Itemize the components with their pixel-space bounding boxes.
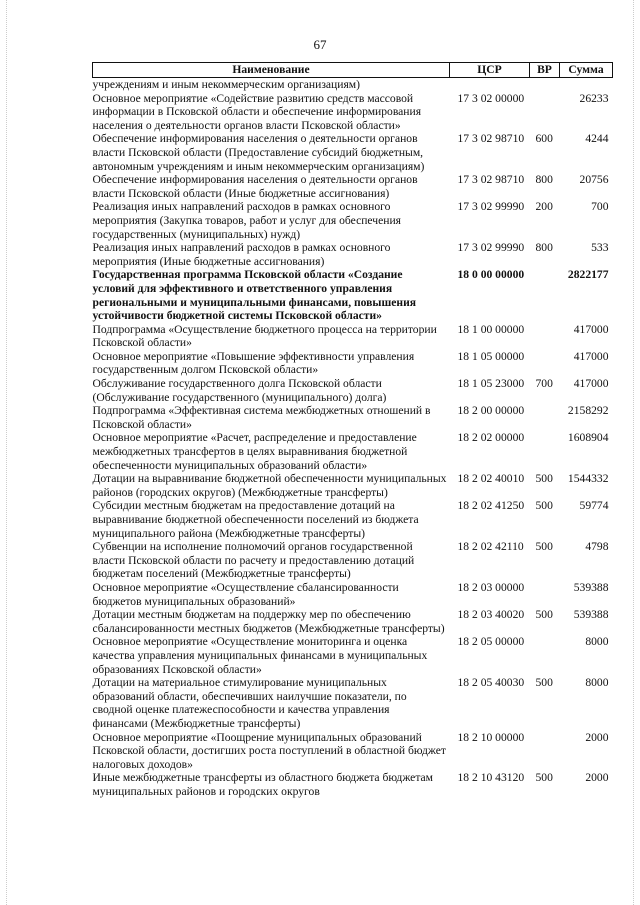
table-row [93, 323, 613, 350]
table-row [93, 241, 613, 268]
table-row [93, 731, 613, 772]
table-row [93, 132, 613, 173]
cell-vr: 500 [535, 472, 553, 486]
table-row [93, 771, 613, 798]
cell-csr: 17 3 02 00000 [457, 91, 525, 105]
cell-csr: 17 3 02 99990 [457, 241, 525, 255]
cell-vr [530, 268, 560, 322]
cell-csr: 18 2 03 40020 [457, 608, 525, 622]
table-body [93, 78, 613, 799]
table-row [93, 173, 613, 200]
cell-vr: 500 [535, 540, 553, 554]
cell-name: Реализация иных направлений расходов в рамках основного мероприятия (Иные бюджетные ассигнования) [92, 241, 391, 268]
cell-vr [530, 78, 560, 92]
cell-name: Дотации на выравнивание бюджетной обеспеченности муниципальных районов (городских округов) (Межбюджетные трансферты) [92, 472, 447, 499]
cell-name: Субсидии местным бюджетам на предоставление дотаций на выравнивание бюджетной обеспеченности поселений из бюджета муниципального района (Межбюджетные трансферты) [92, 499, 419, 540]
cell-csr: 18 1 05 23000 [457, 377, 525, 391]
cell-csr: 17 3 02 98710 [457, 173, 525, 187]
cell-vr: 800 [535, 241, 553, 255]
cell-csr: 17 3 02 99990 [457, 200, 525, 214]
cell-vr [530, 731, 560, 772]
cell-csr: 18 2 02 40010 [457, 472, 525, 486]
cell-csr: 18 0 00 00000 [457, 268, 525, 282]
cell-vr: 500 [535, 608, 553, 622]
cell-csr: 18 2 10 43120 [457, 771, 525, 785]
cell-name: Дотации на материальное стимулирование муниципальных образований области, обеспечивших наилучшие показатели, по сводной оценке платежеспособности и качества управления финансами (Межбюджетные трансферты) [92, 676, 407, 730]
cell-name: Обеспечение информирования населения о деятельности органов власти Псковской области (Предоставление субсидий бюджетным, автономным учреждениям и иным некоммерческим организациям) [92, 132, 425, 173]
table-row [93, 200, 613, 241]
cell-vr: 500 [535, 771, 553, 785]
cell-csr: 18 2 10 00000 [457, 730, 525, 744]
cell-sum: 2822177 [567, 268, 609, 282]
cell-vr: 200 [535, 200, 553, 214]
cell-vr [530, 581, 560, 608]
cell-name: Обеспечение информирования населения о деятельности органов власти Псковской области (Иные бюджетные ассигнования) [92, 173, 418, 200]
cell-sum: 4798 [585, 540, 609, 554]
cell-name: Основное мероприятие «Повышение эффективности управления государственным долгом Псковской области» [92, 349, 415, 377]
table-row [93, 350, 613, 377]
cell-sum: 4244 [585, 132, 609, 146]
table-row [93, 581, 613, 608]
page-number: 67 [313, 37, 327, 52]
table-row [93, 608, 613, 635]
cell-sum: 1544332 [567, 472, 609, 486]
cell-vr: 600 [535, 132, 553, 146]
cell-name: Дотации местным бюджетам на поддержку мер по обеспечению сбалансированности местных бюджетов (Межбюджетные трансферты) [92, 608, 445, 635]
right-margin-line [633, 0, 634, 905]
table-header-row [93, 63, 613, 78]
table-row [93, 431, 613, 472]
cell-name: Иные межбюджетные трансферты из областного бюджета бюджетам муниципальных районов и городских округов [92, 771, 434, 798]
cell-csr: 18 2 00 00000 [457, 404, 525, 418]
cell-vr [530, 635, 560, 676]
cell-sum: 26233 [579, 91, 609, 105]
cell-name: Субвенции на исполнение полномочий органов государственной власти Псковской области по расчету и предоставлению дотаций бюджетам поселений (Межбюджетные трансферты) [92, 540, 415, 581]
budget-table [92, 62, 613, 798]
cell-sum [560, 78, 613, 92]
table-row [93, 499, 613, 540]
cell-sum: 2000 [585, 771, 609, 785]
cell-name: Основное мероприятие «Поощрение муниципальных образований Псковской области, достигших роста поступлений в областной бюджет налоговых доходов» [92, 730, 446, 771]
cell-name: учреждениям и иным некоммерческим организациям) [92, 78, 360, 91]
cell-vr [530, 350, 560, 377]
cell-name: Подпрограмма «Эффективная система межбюджетных отношений в Псковской области» [92, 404, 431, 431]
left-margin-line [6, 0, 7, 905]
cell-sum: 20756 [579, 173, 609, 187]
column-header-csr: ЦСР [450, 63, 530, 78]
column-header-vr: ВР [530, 63, 560, 78]
table-row [93, 92, 613, 133]
table-row [93, 676, 613, 730]
cell-name: Обслуживание государственного долга Псковской области (Обслуживание государственного (муниципального) долга) [92, 377, 387, 404]
cell-sum: 417000 [573, 322, 609, 336]
table-row [93, 472, 613, 499]
cell-sum: 700 [591, 200, 609, 214]
table-row [93, 268, 613, 322]
cell-csr: 17 3 02 98710 [457, 132, 525, 146]
cell-sum: 417000 [573, 349, 609, 363]
cell-sum: 8000 [585, 635, 609, 649]
table-row [93, 78, 613, 92]
cell-sum: 539388 [573, 580, 609, 594]
cell-vr: 500 [535, 676, 553, 690]
cell-csr [450, 78, 530, 92]
cell-vr: 800 [535, 173, 553, 187]
cell-name: Основное мероприятие «Расчет, распределение и предоставление межбюджетных трансфертов в целях выравнивания бюджетной обеспеченности муниципальных образований области» [92, 431, 417, 472]
cell-csr: 18 2 02 00000 [457, 431, 525, 445]
cell-sum: 2000 [585, 730, 609, 744]
cell-sum: 2158292 [567, 404, 609, 418]
cell-name: Основное мероприятие «Осуществление мониторинга и оценка качества управления муниципальных финансами в муниципальных образованиях Псковской области» [92, 635, 428, 676]
cell-name: Основное мероприятие «Осуществление сбалансированности бюджетов муниципальных образований» [92, 580, 399, 608]
cell-vr [530, 92, 560, 133]
table-row [93, 540, 613, 581]
cell-csr: 18 2 03 00000 [457, 580, 525, 594]
table-row [93, 404, 613, 431]
cell-sum: 59774 [579, 499, 609, 513]
cell-vr: 700 [535, 377, 553, 391]
cell-name: Государственная программа Псковской области «Создание условий для эффективного и ответственного управления региональными и муниципальными финансами, повышения устойчивости бюджетной системы Псковской области» [92, 268, 417, 323]
cell-vr [530, 323, 560, 350]
column-header-sum: Сумма [560, 63, 613, 78]
cell-csr: 18 2 05 00000 [457, 635, 525, 649]
cell-sum: 539388 [573, 608, 609, 622]
cell-name: Основное мероприятие «Содействие развитию средств массовой информации в Псковской области и обеспечение информирования населения о деятельности органов власти Псковской области» [92, 91, 422, 132]
table-row [93, 635, 613, 676]
column-header-name: Наименование [93, 63, 450, 78]
cell-csr: 18 2 05 40030 [457, 676, 525, 690]
cell-name: Реализация иных направлений расходов в рамках основного мероприятия (Закупка товаров, работ и услуг для обеспечения государственных (муниципальных) нужд) [92, 200, 401, 241]
cell-csr: 18 2 02 41250 [457, 499, 525, 513]
cell-sum: 1608904 [567, 431, 609, 445]
cell-csr: 18 1 00 00000 [457, 322, 525, 336]
cell-sum: 533 [591, 241, 609, 255]
cell-vr: 500 [535, 499, 553, 513]
cell-vr [530, 431, 560, 472]
cell-csr: 18 2 02 42110 [457, 540, 524, 554]
cell-csr: 18 1 05 00000 [457, 349, 525, 363]
cell-name: Подпрограмма «Осуществление бюджетного процесса на территории Псковской области» [92, 322, 437, 350]
cell-vr [530, 404, 560, 431]
cell-sum: 8000 [585, 676, 609, 690]
cell-sum: 417000 [573, 377, 609, 391]
table-row [93, 377, 613, 404]
